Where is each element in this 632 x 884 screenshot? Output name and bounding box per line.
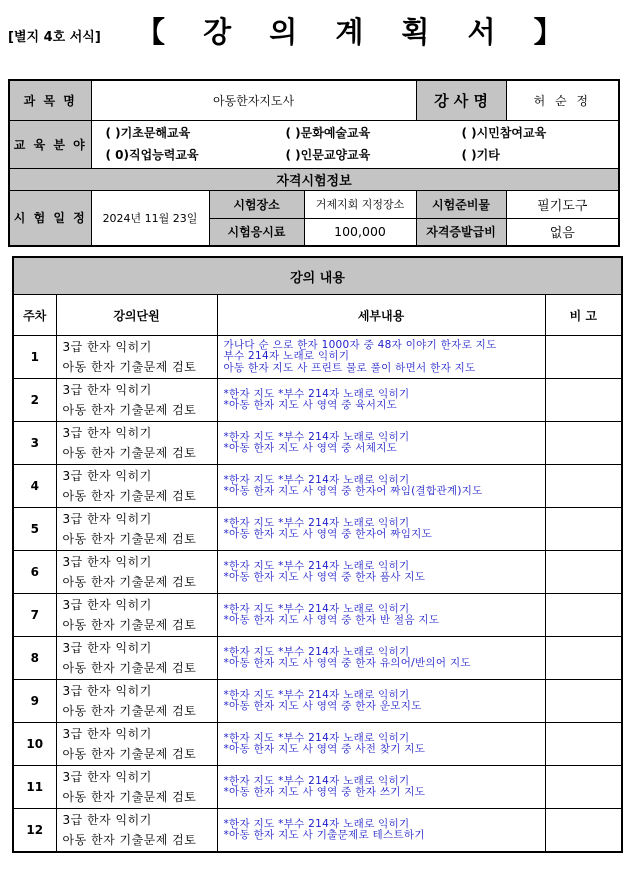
lecture-detail-line: *아동 한자 지도 사 영역 중 한자 품사 지도 xyxy=(223,571,426,583)
lecture-detail-line: *아동 한자 지도 사 영역 중 육서지도 xyxy=(223,399,398,411)
lecture-unit-line: 3급 한자 익히기 xyxy=(62,469,152,483)
instructor-label: 강 사 명 xyxy=(416,80,506,120)
field-option: ( 0)직업능력교육 xyxy=(105,148,199,162)
lecture-detail-line: *한자 지도 *부수 214자 노래로 익히기 xyxy=(223,473,410,486)
table-row xyxy=(13,508,622,551)
lecture-note xyxy=(545,809,622,853)
lecture-unit-line: 아동 한자 기출문제 검토 xyxy=(62,790,197,804)
week-number: 2 xyxy=(13,379,56,422)
field-options xyxy=(91,120,619,168)
week-number: 9 xyxy=(13,680,56,723)
lecture-detail xyxy=(217,766,545,809)
exam-place-label: 시험장소 xyxy=(209,190,304,218)
lecture-detail xyxy=(217,637,545,680)
table-row xyxy=(13,723,622,766)
lecture-unit-line: 아동 한자 기출문제 검토 xyxy=(62,618,197,632)
lecture-detail xyxy=(217,680,545,723)
week-number: 10 xyxy=(13,723,56,766)
lecture-unit-line: 3급 한자 익히기 xyxy=(62,641,152,655)
exam-place-value: 거제지회 지정장소 xyxy=(304,190,416,218)
exam-info-title: 자격시험정보 xyxy=(9,168,619,190)
lecture-detail-line: *한자 지도 *부수 214자 노래로 익히기 xyxy=(223,559,410,572)
week-number: 5 xyxy=(13,508,56,551)
lecture-detail-line: *아동 한자 지도 사 영역 중 한자어 짜임지도 xyxy=(223,528,433,540)
lecture-unit-line: 아동 한자 기출문제 검토 xyxy=(62,575,197,589)
lecture-detail-line: 가나다 순 으로 한자 1000자 중 48자 이야기 한자로 지도 xyxy=(223,338,497,351)
lecture-note xyxy=(545,508,622,551)
lecture-unit xyxy=(56,379,217,422)
lecture-detail-line: *아동 한자 지도 사 기출문제로 테스트하기 xyxy=(223,829,425,841)
field-option: ( )시민참여교육 xyxy=(461,126,547,140)
lecture-detail-line: *아동 한자 지도 사 영역 중 한자어 짜임(결합관계)지도 xyxy=(223,485,483,497)
field-label: 교 육 분 야 xyxy=(9,120,91,168)
instructor-value: 허 순 정 xyxy=(506,80,619,120)
lecture-unit-line: 3급 한자 익히기 xyxy=(62,383,152,397)
lecture-unit-line: 아동 한자 기출문제 검토 xyxy=(62,747,197,761)
lecture-note xyxy=(545,379,622,422)
lecture-unit xyxy=(56,723,217,766)
table-row xyxy=(13,551,622,594)
lecture-note xyxy=(545,637,622,680)
lecture-unit-line: 아동 한자 기출문제 검토 xyxy=(62,446,197,460)
table-row xyxy=(13,422,622,465)
lecture-content-table xyxy=(12,256,623,853)
lecture-unit-line: 3급 한자 익히기 xyxy=(62,727,152,741)
cert-fee-value: 없음 xyxy=(506,218,619,246)
table-row xyxy=(13,637,622,680)
cert-fee-label: 자격증발급비 xyxy=(416,218,506,246)
lecture-unit-line: 아동 한자 기출문제 검토 xyxy=(62,704,197,718)
lecture-detail-line: *한자 지도 *부수 214자 노래로 익히기 xyxy=(223,516,410,529)
lecture-unit-line: 3급 한자 익히기 xyxy=(62,770,152,784)
week-number: 3 xyxy=(13,422,56,465)
lecture-unit xyxy=(56,594,217,637)
lecture-unit-line: 3급 한자 익히기 xyxy=(62,684,152,698)
col-detail: 세부내용 xyxy=(217,295,545,336)
lecture-detail-line: *한자 지도 *부수 214자 노래로 익히기 xyxy=(223,731,410,744)
lecture-note xyxy=(545,766,622,809)
lecture-unit-line: 아동 한자 기출문제 검토 xyxy=(62,833,197,847)
week-number: 12 xyxy=(13,809,56,853)
exam-prep-label: 시험준비물 xyxy=(416,190,506,218)
lecture-unit-line: 3급 한자 익히기 xyxy=(62,555,152,569)
lecture-unit-line: 아동 한자 기출문제 검토 xyxy=(62,360,197,374)
table-row xyxy=(13,594,622,637)
lecture-detail-line: 아동 한자 지도 사 프린트 물로 풀이 하면서 한자 지도 xyxy=(223,361,476,374)
lecture-note xyxy=(545,422,622,465)
table-row xyxy=(13,809,622,853)
lecture-detail xyxy=(217,336,545,379)
table-row xyxy=(13,680,622,723)
lecture-detail-line: *한자 지도 *부수 214자 노래로 익히기 xyxy=(223,387,410,400)
form-number: [별지 4호 서식] xyxy=(8,30,101,45)
field-option: ( )기타 xyxy=(461,148,500,162)
lecture-note xyxy=(545,465,622,508)
lecture-unit xyxy=(56,637,217,680)
table-row xyxy=(13,465,622,508)
lecture-detail-line: *한자 지도 *부수 214자 노래로 익히기 xyxy=(223,430,410,443)
week-number: 6 xyxy=(13,551,56,594)
lecture-detail xyxy=(217,422,545,465)
subject-label: 과 목 명 xyxy=(9,80,91,120)
field-option: ( )기초문해교육 xyxy=(105,126,191,140)
col-week: 주차 xyxy=(13,295,56,336)
lecture-detail xyxy=(217,723,545,766)
lecture-unit xyxy=(56,680,217,723)
lecture-unit xyxy=(56,809,217,853)
lecture-detail xyxy=(217,379,545,422)
week-number: 1 xyxy=(13,336,56,379)
lecture-unit-line: 3급 한자 익히기 xyxy=(62,512,152,526)
lecture-note xyxy=(545,680,622,723)
lecture-detail-line: *아동 한자 지도 사 영역 중 서체지도 xyxy=(223,442,398,454)
lecture-unit-line: 3급 한자 익히기 xyxy=(62,813,152,827)
exam-date-label: 시 험 일 정 xyxy=(9,190,91,246)
lecture-detail-line: *한자 지도 *부수 214자 노래로 익히기 xyxy=(223,645,410,658)
lecture-detail-line: *한자 지도 *부수 214자 노래로 익히기 xyxy=(223,817,410,830)
lecture-note xyxy=(545,723,622,766)
week-number: 8 xyxy=(13,637,56,680)
lecture-unit-line: 3급 한자 익히기 xyxy=(62,426,152,440)
week-number: 7 xyxy=(13,594,56,637)
lecture-unit-line: 아동 한자 기출문제 검토 xyxy=(62,661,197,675)
exam-fee-value: 100,000 xyxy=(304,218,416,246)
lecture-detail-line: *아동 한자 지도 사 영역 중 한자 반 절음 지도 xyxy=(223,614,440,626)
lecture-detail-line: *한자 지도 *부수 214자 노래로 익히기 xyxy=(223,602,410,615)
lecture-unit xyxy=(56,422,217,465)
field-option: ( )인문교양교육 xyxy=(285,148,371,162)
lecture-unit-line: 아동 한자 기출문제 검토 xyxy=(62,489,197,503)
lecture-unit xyxy=(56,551,217,594)
field-option: ( )문화예술교육 xyxy=(285,126,371,140)
lecture-unit xyxy=(56,508,217,551)
week-number: 11 xyxy=(13,766,56,809)
lecture-note xyxy=(545,336,622,379)
subject-value: 아동한자지도사 xyxy=(91,80,416,120)
lecture-detail-line: *아동 한자 지도 사 영역 중 한자 유의어/반의어 지도 xyxy=(223,657,471,669)
lecture-title: 강의 내용 xyxy=(13,257,622,295)
lecture-detail xyxy=(217,551,545,594)
document-header xyxy=(8,8,624,48)
col-note: 비 고 xyxy=(545,295,622,336)
lecture-detail-line: *아동 한자 지도 사 영역 중 한자 운모지도 xyxy=(223,700,422,712)
lecture-unit-line: 3급 한자 익히기 xyxy=(62,598,152,612)
table-row xyxy=(13,766,622,809)
lecture-detail xyxy=(217,465,545,508)
document-title: 【 강 의 계 획 서 】 xyxy=(136,15,577,49)
lecture-note xyxy=(545,551,622,594)
week-number: 4 xyxy=(13,465,56,508)
table-row xyxy=(13,379,622,422)
exam-prep-value: 필기도구 xyxy=(506,190,619,218)
lecture-unit xyxy=(56,336,217,379)
exam-fee-label: 시험응시료 xyxy=(209,218,304,246)
lecture-note xyxy=(545,594,622,637)
lecture-unit-line: 아동 한자 기출문제 검토 xyxy=(62,403,197,417)
table-row xyxy=(13,336,622,379)
lecture-unit-line: 3급 한자 익히기 xyxy=(62,340,152,354)
lecture-detail-line: 부수 214자 노래로 익히기 xyxy=(223,350,350,363)
lecture-detail-line: *아동 한자 지도 사 영역 중 사전 찾기 지도 xyxy=(223,743,426,755)
lecture-detail xyxy=(217,508,545,551)
lecture-unit xyxy=(56,766,217,809)
lecture-detail xyxy=(217,809,545,853)
lecture-detail-line: *한자 지도 *부수 214자 노래로 익히기 xyxy=(223,688,410,701)
course-info-table xyxy=(8,79,620,247)
lecture-unit-line: 아동 한자 기출문제 검토 xyxy=(62,532,197,546)
exam-date-value: 2024년 11월 23일 xyxy=(91,190,209,246)
lecture-detail xyxy=(217,594,545,637)
lecture-detail-line: *아동 한자 지도 사 영역 중 한자 쓰기 지도 xyxy=(223,786,426,798)
lecture-detail-line: *한자 지도 *부수 214자 노래로 익히기 xyxy=(223,774,410,787)
col-unit: 강의단원 xyxy=(56,295,217,336)
lecture-unit xyxy=(56,465,217,508)
